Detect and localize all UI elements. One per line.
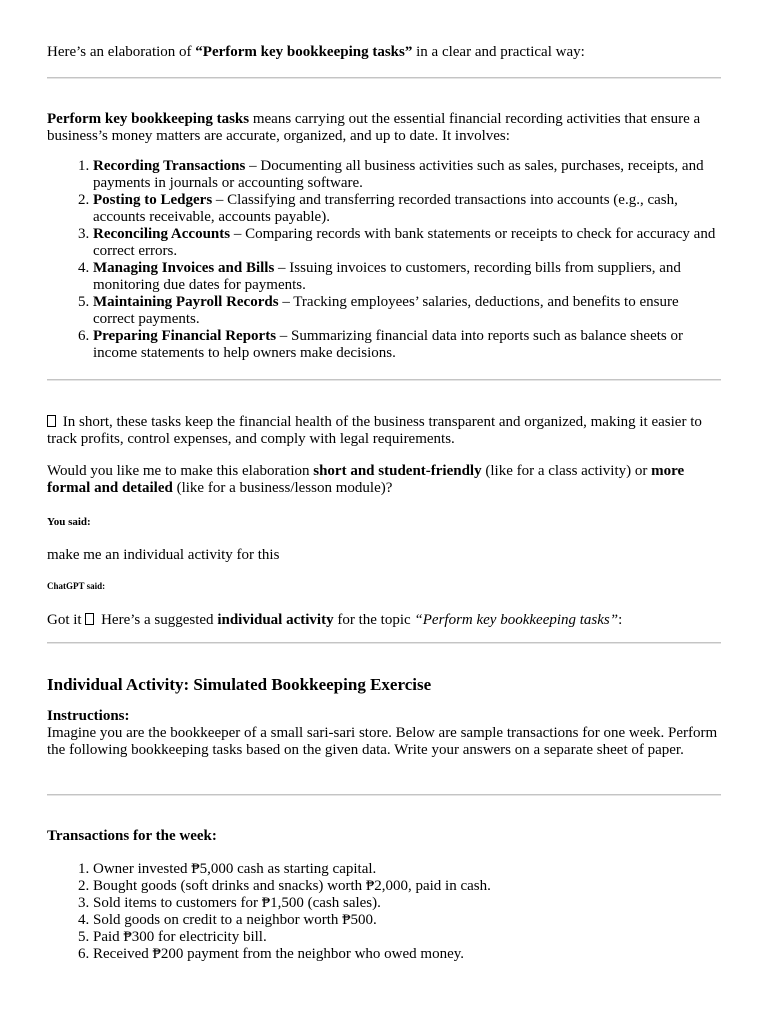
list-item (93, 226, 721, 260)
task-desc: – Documenting all business activities such as sales, purchases, receipts, and payments in journals or accounting software. (93, 158, 704, 191)
definition-section (47, 111, 721, 362)
assistant-text: Got it (47, 612, 86, 628)
task-title: Maintaining Payroll Records (93, 294, 279, 310)
instructions-label: Instructions: (47, 708, 130, 724)
list-item: 6. Received ₱200 payment from the neighbor who owed money. (93, 946, 721, 963)
assistant-text: Here’s a suggested (97, 612, 218, 628)
definition-paragraph (47, 111, 721, 145)
task-desc: – Comparing records with bank statements or receipts to check for accuracy and correct errors. (93, 226, 716, 259)
user-message: make me an individual activity for this (47, 547, 280, 563)
task-desc: – Tracking employees’ salaries, deductions, and benefits to ensure correct payments. (93, 294, 679, 327)
user-speaker-label: You said: (47, 516, 91, 528)
list-item: 2. Bought goods (soft drinks and snacks) worth ₱2,000, paid in cash. (93, 878, 721, 895)
list-item (93, 192, 721, 226)
assistant-topic: “Perform key bookkeeping tasks” (414, 612, 619, 628)
divider (47, 379, 721, 381)
user-turn (47, 514, 721, 564)
summary-section (47, 414, 721, 497)
transactions-heading: Transactions for the week: (47, 828, 217, 844)
definition-term: Perform key bookkeeping tasks (47, 111, 250, 127)
divider (47, 642, 721, 644)
assistant-text: for the topic (333, 612, 415, 628)
question-option-short: short and student-friendly (313, 463, 482, 479)
question-text: (like for a business/lesson module)? (172, 480, 393, 496)
task-desc: – Classifying and transferring recorded transactions into accounts (e.g., cash, accounts receivable, accounts payable). (93, 192, 678, 225)
intro-suffix: in a clear and practical way: (412, 44, 585, 60)
intro-prefix: Here’s an elaboration of (47, 44, 196, 60)
question-text: Would you like me to make this elaboration (47, 463, 314, 479)
tasks-list (47, 158, 721, 362)
instructions-paragraph (47, 708, 721, 759)
task-title: Posting to Ledgers (93, 192, 213, 208)
assistant-text: : (618, 612, 623, 628)
transactions-list (47, 861, 721, 963)
task-desc: – Summarizing financial data into reports such as balance sheets or income statements to help owners make decisions. (93, 328, 684, 361)
list-item: 5. Paid ₱300 for electricity bill. (93, 929, 721, 946)
assistant-turn (47, 578, 721, 629)
task-desc: – Issuing invoices to customers, recording bills from suppliers, and monitoring due dates for payments. (93, 260, 681, 293)
activity-title: Individual Activity: Simulated Bookkeeping Exercise (47, 675, 432, 694)
intro-paragraph (47, 44, 721, 61)
pin-emoji-icon (47, 415, 56, 427)
summary-text: In short, these tasks keep the financial health of the business transparent and organized, making it easier to track profits, control expenses, and comply with legal requirements. (47, 414, 702, 447)
task-title: Recording Transactions (93, 158, 246, 174)
assistant-bold: individual activity (217, 612, 334, 628)
task-title: Managing Invoices and Bills (93, 260, 275, 276)
list-item: 3. Sold items to customers for ₱1,500 (cash sales). (93, 895, 721, 912)
transactions-section (47, 828, 721, 963)
definition-text: means carrying out the essential financial recording activities that ensure a business’s money matters are accurate, organized, and up to date. It involves: (47, 111, 701, 144)
assistant-message (47, 612, 721, 629)
task-title: Preparing Financial Reports (93, 328, 277, 344)
list-item (93, 328, 721, 362)
summary-paragraph (47, 414, 721, 448)
divider (47, 794, 721, 796)
question-option-formal: more formal and detailed (47, 463, 685, 496)
question-paragraph (47, 463, 721, 497)
thumbs-up-emoji-icon (85, 613, 94, 625)
assistant-speaker-label: ChatGPT said: (47, 581, 106, 591)
task-title: Reconciling Accounts (93, 226, 231, 242)
question-text: (like for a class activity) or (481, 463, 652, 479)
list-item (93, 260, 721, 294)
list-item: 1. Owner invested ₱5,000 cash as starting capital. (93, 861, 721, 878)
activity-section (47, 676, 721, 759)
list-item (93, 158, 721, 192)
list-item: 4. Sold goods on credit to a neighbor worth ₱500. (93, 912, 721, 929)
intro-topic: “Perform key bookkeeping tasks” (195, 44, 413, 60)
instructions-text: Imagine you are the bookkeeper of a small sari-sari store. Below are sample transactions for one week. Perform the following bookkeeping tasks based on the given data. Write your answers on a separate sheet of paper. (47, 725, 718, 758)
divider (47, 77, 721, 79)
list-item (93, 294, 721, 328)
transactions-heading-line (47, 828, 721, 845)
